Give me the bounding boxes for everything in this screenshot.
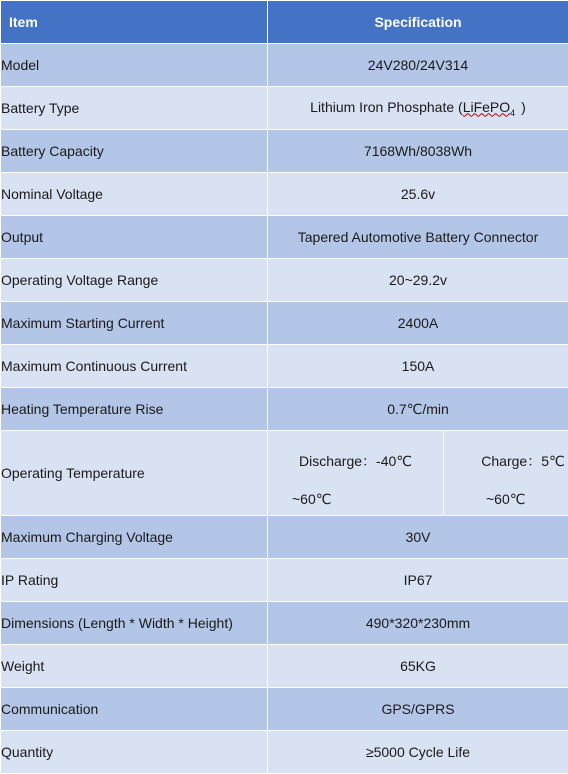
row-value-ip-rating: IP67 [268, 559, 568, 602]
row-label-ip-rating: IP Rating [1, 559, 268, 602]
row-label-model: Model [1, 44, 268, 87]
row-label-output: Output [1, 216, 268, 259]
battery-type-suffix: ) [515, 99, 526, 115]
charge-temperature-max: ~60℃ [444, 491, 568, 508]
table-row [1, 259, 568, 302]
row-value-max-starting-current: 2400A [268, 302, 568, 345]
charge-temperature-cell [444, 431, 568, 516]
table-row [1, 345, 568, 388]
row-label-max-charging-voltage: Maximum Charging Voltage [1, 516, 268, 559]
row-label-quantity: Quantity [1, 731, 268, 774]
battery-type-prefix: Lithium Iron Phosphate ( [310, 99, 463, 115]
row-label-communication: Communication [1, 688, 268, 731]
table-row [1, 302, 568, 345]
row-value-nominal-voltage: 25.6v [268, 173, 568, 216]
table-header-row [1, 1, 568, 44]
row-label-operating-voltage-range: Operating Voltage Range [1, 259, 268, 302]
table-row [1, 516, 568, 559]
charge-temperature-min: Charge：5℃ [444, 451, 568, 471]
discharge-temperature-max: ~60℃ [268, 491, 443, 508]
table-row [1, 431, 568, 516]
row-value-quantity: ≥5000 Cycle Life [268, 731, 568, 774]
discharge-temperature-min: Discharge：-40℃ [268, 451, 443, 471]
table-row [1, 731, 568, 774]
table-row [1, 602, 568, 645]
row-label-max-starting-current: Maximum Starting Current [1, 302, 268, 345]
row-label-battery-capacity: Battery Capacity [1, 130, 268, 173]
row-value-heating-temp-rise: 0.7℃/min [268, 388, 568, 431]
table-row [1, 645, 568, 688]
row-label-heating-temp-rise: Heating Temperature Rise [1, 388, 268, 431]
battery-type-formula: LiFePO [463, 99, 510, 115]
row-value-dimensions: 490*320*230mm [268, 602, 568, 645]
row-value-battery-type [268, 87, 568, 130]
row-value-battery-capacity: 7168Wh/8038Wh [268, 130, 568, 173]
battery-type-subscript: 4 [510, 107, 515, 117]
row-value-output: Tapered Automotive Battery Connector [268, 216, 568, 259]
row-label-operating-temperature: Operating Temperature [1, 431, 268, 516]
row-label-max-continuous-current: Maximum Continuous Current [1, 345, 268, 388]
row-value-weight: 65KG [268, 645, 568, 688]
row-value-communication: GPS/GPRS [268, 688, 568, 731]
row-label-dimensions: Dimensions (Length * Width * Height) [1, 602, 268, 645]
discharge-temperature-cell [268, 431, 444, 516]
row-value-model: 24V280/24V314 [268, 44, 568, 87]
table-row [1, 44, 568, 87]
row-value-max-charging-voltage: 30V [268, 516, 568, 559]
row-value-max-continuous-current: 150A [268, 345, 568, 388]
table-row [1, 130, 568, 173]
row-value-operating-voltage-range: 20~29.2v [268, 259, 568, 302]
row-label-nominal-voltage: Nominal Voltage [1, 173, 268, 216]
table-row [1, 173, 568, 216]
header-specification: Specification [268, 1, 568, 44]
table-row [1, 559, 568, 602]
table-row [1, 388, 568, 431]
table-row [1, 216, 568, 259]
row-label-battery-type: Battery Type [1, 87, 268, 130]
header-item: Item [1, 1, 268, 44]
table-row [1, 87, 568, 130]
row-label-weight: Weight [1, 645, 268, 688]
table-row [1, 688, 568, 731]
